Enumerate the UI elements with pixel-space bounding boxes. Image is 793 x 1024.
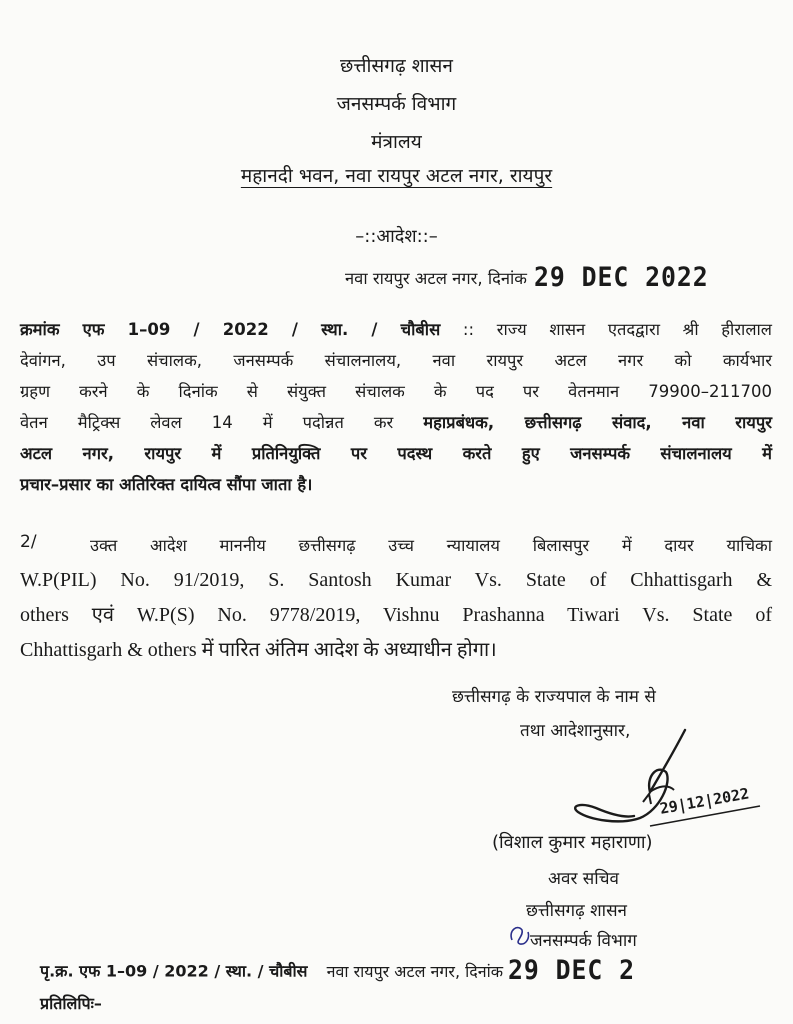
para2-line1: उक्त आदेश माननीय छत्तीसगढ़ उच्च न्यायालय बिलासपुर में दायर याचिका (90, 536, 772, 555)
address-heading: महानदी भवन, नवा रायपुर अटल नगर, रायपुर (240, 165, 553, 187)
para1-line1: :: राज्य शासन एतदद्वारा श्री हीरालाल (462, 320, 772, 339)
copy-to-label: प्रतिलिपिः– (40, 994, 102, 1013)
endorsement-reference: पृ.क्र. एफ 1–09 / 2022 / स्था. / चौबीस (40, 961, 308, 981)
signature-date: 29|12|2022 (658, 784, 751, 818)
department-heading: जनसम्पर्क विभाग (336, 93, 457, 115)
endorsement-stamp: 29 DEC 2 (508, 955, 636, 986)
signature-line1: छत्तीसगढ़ के राज्यपाल के नाम से (452, 687, 656, 707)
para1-line5: अटल नगर, रायपुर में प्रतिनियुक्ति पर पदस्थ करते हुए जनसम्पर्क संचालनालय में (20, 444, 772, 463)
para1-line6: प्रचार–प्रसार का अतिरिक्त दायित्व सौंपा जाता है। (20, 475, 313, 494)
signatory-name: (विशाल कुमार महाराणा) (492, 832, 653, 853)
signatory-government: छत्तीसगढ़ शासन (526, 901, 627, 921)
date-label: नवा रायपुर अटल नगर, दिनांक (345, 269, 527, 288)
para2-number: 2/ (20, 532, 37, 552)
para2-line2: W.P(PIL) No. 91/2019, S. Santosh Kumar Vs. State of Chhattisgarh & (20, 569, 772, 591)
signature-line2: तथा आदेशानुसार, (520, 721, 631, 741)
paragraph-2 (20, 528, 772, 668)
signatory-department: जनसम्पर्क विभाग (530, 931, 637, 951)
para1-line4b: महाप्रबंधक, छत्तीसगढ़ संवाद, नवा रायपुर (423, 413, 772, 432)
paragraph-1 (20, 314, 772, 500)
para1-line4a: वेतन मैट्रिक्स लेवल 14 में पदोन्नत कर (20, 413, 394, 432)
endorsement-line (40, 955, 793, 986)
order-title: –::आदेश::– (355, 226, 438, 247)
handwritten-signature (550, 720, 780, 840)
government-heading: छत्तीसगढ़ शासन (340, 55, 453, 77)
order-date-line (345, 262, 785, 293)
order-reference: क्रमांक एफ 1–09 / 2022 / स्था. / चौबीस (20, 320, 441, 339)
para2-line3: others एवं W.P(S) No. 9778/2019, Vishnu Prashanna Tiwari Vs. State of (20, 604, 772, 626)
date-stamp: 29 DEC 2022 (534, 262, 709, 293)
signatory-designation: अवर सचिव (548, 869, 619, 889)
endorsement-place-date: नवा रायपुर अटल नगर, दिनांक (326, 961, 504, 981)
para1-line3: ग्रहण करने के दिनांक से संयुक्त संचालक के पद पर वेतनमान 79900–211700 (20, 382, 772, 401)
para2-line4: Chhattisgarh & others में पारित अंतिम आदेश के अध्याधीन होगा। (20, 639, 497, 661)
ministry-heading: मंत्रालय (371, 131, 422, 153)
para1-line2: देवांगन, उप संचालक, जनसम्पर्क संचालनालय, नवा रायपुर अटल नगर को कार्यभार (20, 351, 772, 370)
